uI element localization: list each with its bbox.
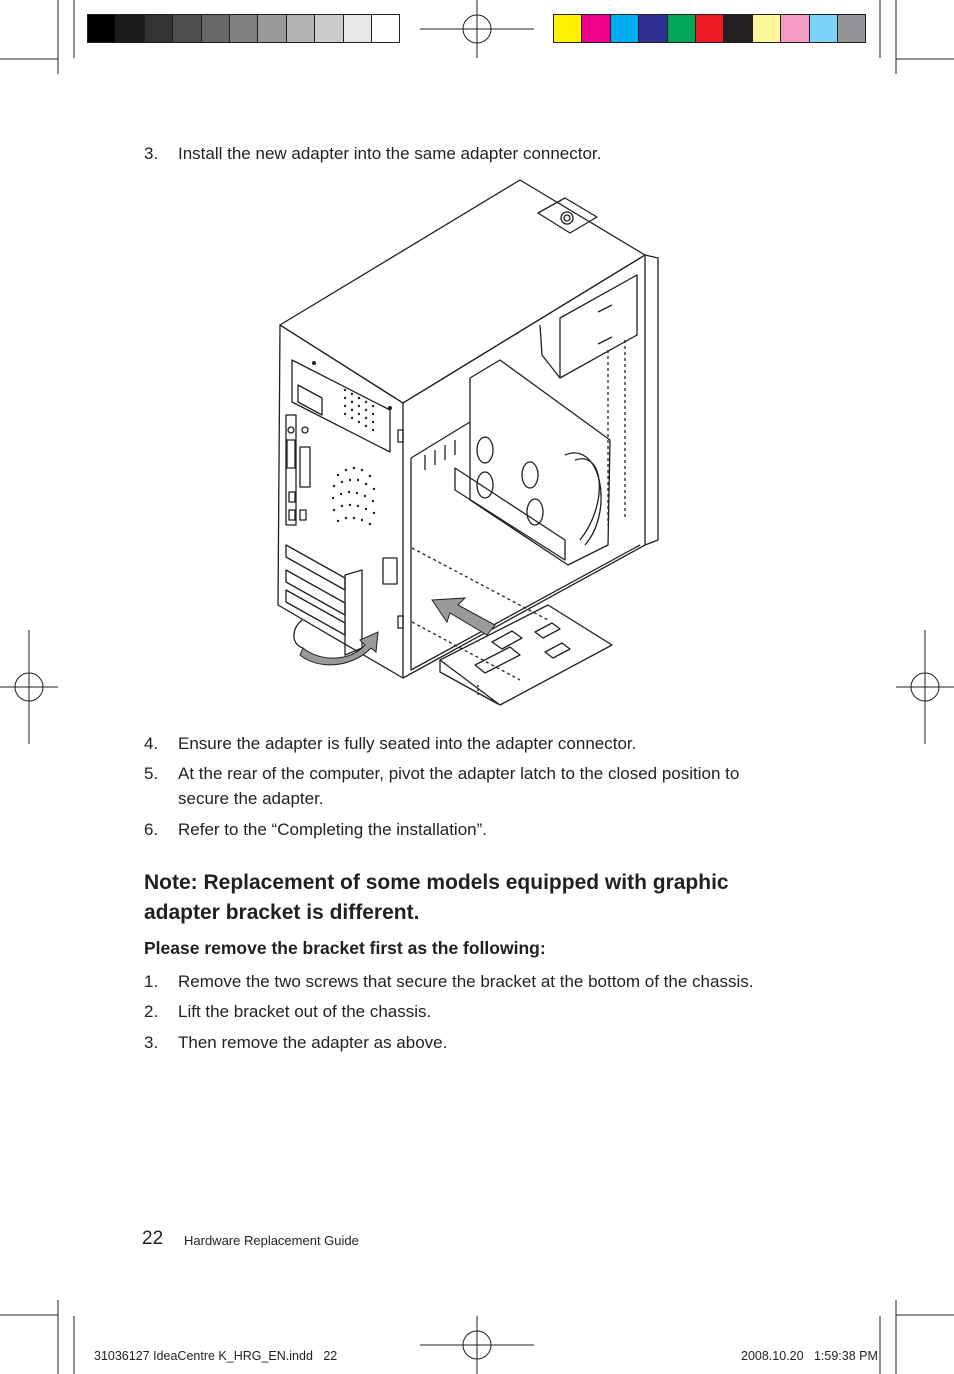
adapter-latch [345,570,362,655]
step-number: 4. [144,734,159,753]
step-text: Install the new adapter into the same adapter connector. [178,144,602,163]
color-swatch [144,14,173,43]
color-swatch [314,14,343,43]
registration-mark-top-icon [420,0,534,58]
color-swatch [610,14,639,43]
step-number: 5. [144,764,159,783]
color-swatch [87,14,116,43]
step-text: At the rear of the computer, pivot the adapter latch to the closed position to secure the adapter. [178,764,740,808]
color-swatch [780,14,809,43]
color-swatch [667,14,696,43]
color-swatch [343,14,372,43]
color-swatch [695,14,724,43]
step-text: Refer to the “Completing the installation”. [178,820,487,839]
color-swatch [172,14,201,43]
color-swatch [723,14,752,43]
latch-rotate-arrow-icon [294,620,378,665]
color-swatch [229,14,258,43]
slug-filename: 31036127 IdeaCentre K_HRG_EN.indd 22 [94,1349,338,1363]
note-heading: Note: Replacement of some models equipped with graphic adapter bracket is different. [144,871,729,924]
step-number: 6. [144,820,159,839]
color-swatch [115,14,144,43]
color-swatch [809,14,838,43]
step-number: 3. [144,1033,159,1052]
note-subheading: Please remove the bracket first as the following: [144,938,546,958]
step-number: 3. [144,144,159,163]
step-text: Remove the two screws that secure the bracket at the bottom of the chassis. [178,972,754,991]
color-swatch [752,14,781,43]
step-number: 2. [144,1002,159,1021]
step-text: Lift the bracket out of the chassis. [178,1002,432,1021]
step-number: 1. [144,972,159,991]
color-swatch [257,14,286,43]
color-swatch [837,14,866,43]
registration-mark-bottom-icon [420,1316,534,1374]
color-swatch [553,14,582,43]
color-swatch [581,14,610,43]
registration-mark-right-icon [896,630,954,744]
step-text: Then remove the adapter as above. [178,1033,448,1052]
color-swatch [286,14,315,43]
color-swatch [371,14,400,43]
step-text: Ensure the adapter is fully seated into the adapter connector. [178,734,637,753]
color-swatch [638,14,667,43]
slug-timestamp: 2008.10.20 1:59:38 PM [741,1349,878,1363]
guide-title: Hardware Replacement Guide [184,1233,359,1248]
registration-mark-left-icon [0,630,58,744]
computer-chassis-illustration [270,175,670,715]
page-number: 22 [142,1228,164,1249]
insert-direction-arrow-icon [432,598,495,635]
color-swatch [201,14,230,43]
